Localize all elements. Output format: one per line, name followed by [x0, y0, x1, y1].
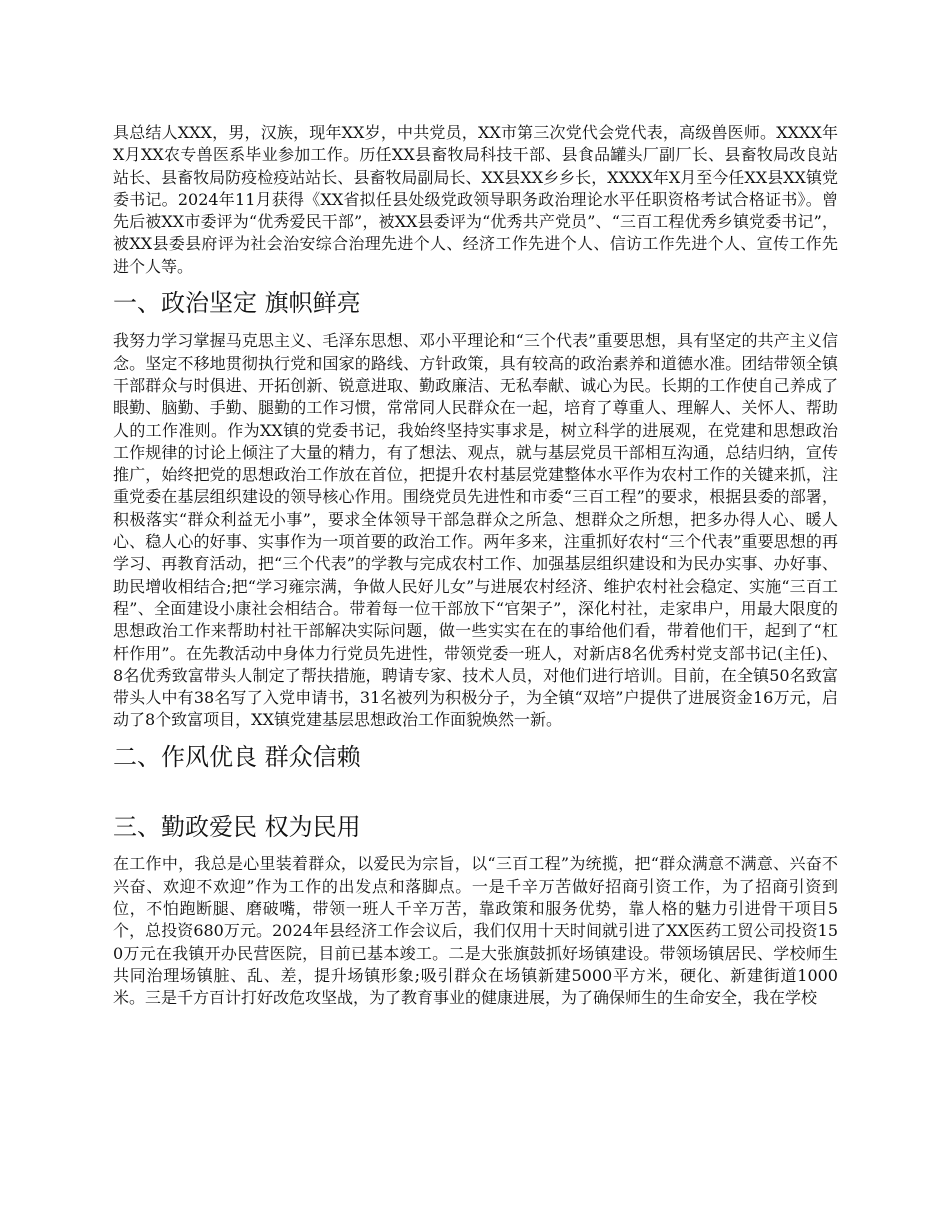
section-3-paragraph: 在工作中，我总是心里装着群众，以爱民为宗旨，以“三百工程”为统揽，把“群众满意不满意、兴奋不兴奋、欢迎不欢迎”作为工作的出发点和落脚点。一是千辛万苦做好招商引资工作，为了招商引资到位，不怕跑断腿、磨破嘴，带领一班人千辛万苦，靠政策和服务优势，靠人格的魅力引进骨干项目5个，总投资680万元。2024年县经济工作会议后，我们仅用十天时间就引进了XX医药工贸公司投资150万元在我镇开办民营医院，目前已基本竣工。二是大张旗鼓抓好场镇建设。带领场镇居民、学校师生共同治理场镇脏、乱、差，提升场镇形象;吸引群众在场镇新建5000平方米，硬化、新建街道1000米。三是千方百计打好改危攻坚战，为了教育事业的健康进展，为了确保师生的生命安全，我在学校 [113, 854, 838, 1008]
section-1-paragraph: 我努力学习掌握马克思主义、毛泽东思想、邓小平理论和“三个代表”重要思想，具有坚定的共产主义信念。坚定不移地贯彻执行党和国家的路线、方针政策，具有较高的政治素养和道德水准。团结带领全镇干部群众与时俱进、开拓创新、锐意进取、勤政廉洁、无私奉献、诚心为民。长期的工作使自己养成了眼勤、脑勤、手勤、腿勤的工作习惯，常常同人民群众在一起，培育了尊重人、理解人、关怀人、帮助人的工作准则。作为XX镇的党委书记，我始终坚持实事求是，树立科学的进展观，在党建和思想政治工作规律的讨论上倾注了大量的精力，有了想法、观点，就与基层党员干部相互沟通，总结归纳，宣传推广，始终把党的思想政治工作放在首位，把提升农村基层党建整体水平作为农村工作的关键来抓，注重党委在基层组织建设的领导核心作用。围绕党员先进性和市委“三百工程”的要求，根据县委的部署，积极落实“群众利益无小事”，要求全体领导干部急群众之所急、想群众之所想，把多办得人心、暖人心、稳人心的好事、实事作为一项首要的政治工作。两年多来，注重抓好农村“三个代表”重要思想的再学习、再教育活动，把“三个代表”的学教与完成农村工作、加强基层组织建设和为民办实事、办好事、助民增收相结合;把“学习雍宗满，争做人民好儿女”与进展农村经济、维护农村社会稳定、实施“三百工程”、全面建设小康社会相结合。带着每一位干部放下“官架子”，深化村社，走家串户，用最大限度的思想政治工作来帮助村社干部解决实际问题，做一些实实在在的事给他们看，带着他们干，起到了“杠杆作用”。在先教活动中身体力行党员先进性，带领党委一班人，对新店8名优秀村党支部书记(主任)、8名优秀致富带头人制定了帮扶措施，聘请专家、技术人员，对他们进行培训。目前，在全镇50名致富带头人中有38名写了入党申请书，31名被列为积极分子，为全镇“双培”户提供了进展资金16万元，启动了8个致富项目，XX镇党建基层思想政治工作面貌焕然一新。 [113, 331, 838, 730]
intro-paragraph: 具总结人XXX，男，汉族，现年XX岁，中共党员，XX市第三次党代会党代表，高级兽医师。XXXX年X月XX农专兽医系毕业参加工作。历任XX县畜牧局科技干部、县食品罐头厂副厂长、县畜牧局改良站站长、县畜牧局防疫检疫站站长、县畜牧局副局长、XX县XX乡乡长，XXXX年X月至今任XX县XX镇党委书记。2024年11月获得《XX省拟任县处级党政领导职务政治理论水平任职资格考试合格证书》。曾先后被XX市委评为“优秀爱民干部”，被XX县委评为“优秀共产党员”、“三百工程优秀乡镇党委书记”，被XX县委县府评为社会治安综合治理先进个人、经济工作先进个人、信访工作先进个人、宣传工作先进个人等。 [113, 123, 838, 276]
document-page [113, 122, 838, 1009]
section-3-heading: 三、勤政爱民 权为民用 [113, 813, 361, 842]
section-1-heading: 一、政治坚定 旗帜鲜亮 [113, 289, 361, 318]
section-2-heading: 二、作风优良 群众信赖 [113, 742, 361, 771]
